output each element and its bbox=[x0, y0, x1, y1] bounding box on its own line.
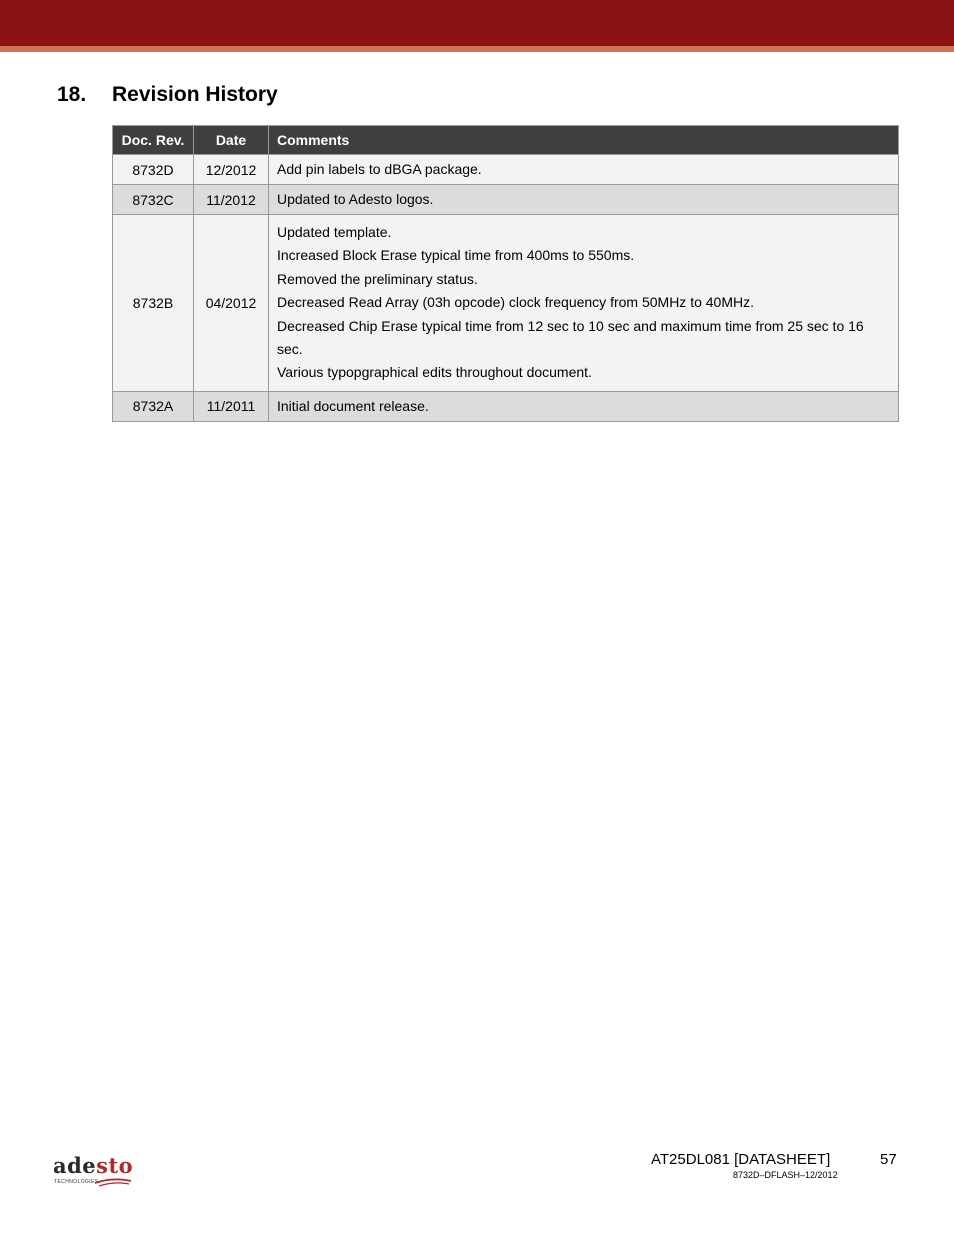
doc-rev-cell: 8732C bbox=[113, 185, 194, 215]
logo-word-red: sto bbox=[96, 1153, 134, 1178]
header-comments: Comments bbox=[269, 126, 899, 155]
doc-rev-cell: 8732D bbox=[113, 155, 194, 185]
date-cell: 11/2012 bbox=[194, 185, 269, 215]
table-row bbox=[113, 185, 899, 215]
adesto-logo bbox=[53, 1154, 135, 1188]
comments-cell bbox=[269, 185, 899, 215]
revision-history-table bbox=[112, 125, 899, 422]
comment-line: Initial document release. bbox=[277, 397, 429, 414]
comment-line: Updated to Adesto logos. bbox=[277, 190, 434, 207]
header-date: Date bbox=[194, 126, 269, 155]
table-header-row bbox=[113, 126, 899, 155]
header-stripe bbox=[0, 46, 954, 52]
logo-swoosh-icon bbox=[93, 1176, 133, 1188]
footer-doc-code: 8732D–DFLASH–12/2012 bbox=[733, 1170, 838, 1180]
comments-cell bbox=[269, 215, 899, 392]
table-row bbox=[113, 391, 899, 421]
logo-wordmark bbox=[53, 1154, 133, 1178]
comment-line: Increased Block Erase typical time from 400ms to 550ms. bbox=[277, 247, 635, 264]
header-bar bbox=[0, 0, 954, 46]
comment-line: Decreased Chip Erase typical time from 12 sec to 10 sec and maximum time from 25 sec to 16 sec. bbox=[277, 317, 864, 358]
table-row bbox=[113, 215, 899, 392]
footer-page-number: 57 bbox=[880, 1151, 897, 1168]
section-heading bbox=[57, 82, 278, 108]
comment-line: Removed the preliminary status. bbox=[277, 270, 478, 287]
logo-subtitle: TECHNOLOGIES bbox=[54, 1179, 99, 1185]
table-row bbox=[113, 155, 899, 185]
logo-word-dark: ade bbox=[53, 1153, 97, 1178]
section-number: 18. bbox=[57, 83, 87, 106]
date-cell: 11/2011 bbox=[194, 391, 269, 421]
comment-line: Various typopgraphical edits throughout document. bbox=[277, 364, 592, 381]
comments-cell bbox=[269, 155, 899, 185]
date-cell: 04/2012 bbox=[194, 215, 269, 392]
comments-cell bbox=[269, 391, 899, 421]
section-title: Revision History bbox=[112, 83, 278, 106]
footer-doc-title: AT25DL081 [DATASHEET] bbox=[651, 1151, 831, 1168]
doc-rev-cell: 8732B bbox=[113, 215, 194, 392]
comment-line: Updated template. bbox=[277, 224, 392, 240]
doc-rev-cell: 8732A bbox=[113, 391, 194, 421]
header-doc-rev: Doc. Rev. bbox=[113, 126, 194, 155]
comment-line: Decreased Read Array (03h opcode) clock frequency from 50MHz to 40MHz. bbox=[277, 294, 754, 311]
comment-line: Add pin labels to dBGA package. bbox=[277, 160, 482, 177]
date-cell: 12/2012 bbox=[194, 155, 269, 185]
